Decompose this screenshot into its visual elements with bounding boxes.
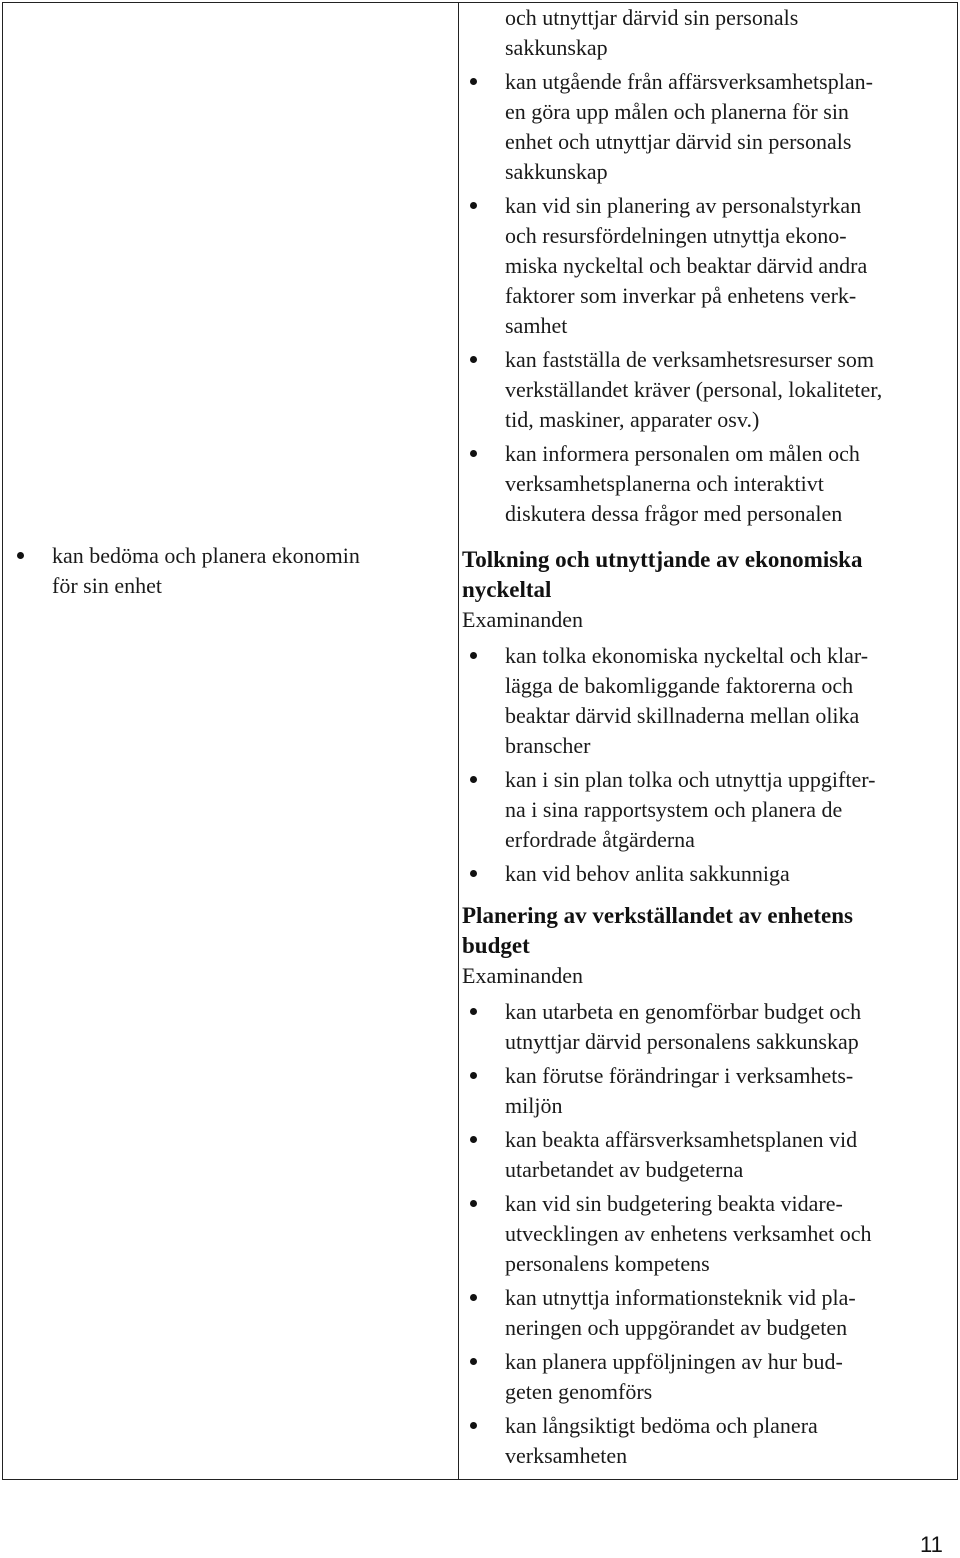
text-line: budget (462, 933, 530, 958)
text-line: miska nyckeltal och beaktar därvid andra (505, 253, 868, 278)
text-line: erfordrade åtgärderna (505, 827, 695, 852)
list-item (462, 1125, 952, 1185)
text-line: Planering av verkställandet av enhetens (462, 903, 853, 928)
text-line: geten genomförs (505, 1379, 653, 1404)
list-item (462, 67, 952, 187)
text-line: kan beakta affärsverksamhetsplanen vid (505, 1127, 858, 1152)
list-item (462, 1411, 952, 1471)
text-line: en göra upp målen och planerna för sin (505, 99, 849, 124)
text-line: kan planera uppföljningen av hur bud- (505, 1349, 843, 1374)
text-line: miljön (505, 1093, 563, 1118)
text-line: kan förutse förändringar i verksamhets- (505, 1063, 854, 1088)
text-line: samhet (505, 313, 568, 338)
text-line: nyckeltal (462, 577, 552, 602)
bullet-icon (470, 1358, 477, 1365)
text-line: kan utnyttja informationsteknik vid pla- (505, 1285, 856, 1310)
text-line: utarbetandet av budgeterna (505, 1157, 744, 1182)
text-line: beaktar därvid skillnaderna mellan olika (505, 703, 860, 728)
list-item (462, 859, 952, 889)
bullet-icon (470, 1136, 477, 1143)
bullet-icon (17, 552, 24, 559)
section-heading-tolkning (462, 545, 952, 605)
list-item (462, 1061, 952, 1121)
section-subheading: Examinanden (462, 607, 583, 632)
section-heading-planering (462, 901, 952, 961)
text-line: lägga de bakomliggande faktorerna och (505, 673, 854, 698)
list-item (462, 345, 952, 435)
bullet-icon (470, 202, 477, 209)
text-line: diskutera dessa frågor med personalen (505, 501, 843, 526)
text-line: verksamhetsplanerna och interaktivt (505, 471, 824, 496)
text-line: utvecklingen av enhetens verksamhet och (505, 1221, 872, 1246)
left-column (3, 3, 458, 1479)
text-line: Tolkning och utnyttjande av ekonomiska (462, 547, 863, 572)
text-line: verkställandet kräver (personal, lokaliteter, (505, 377, 883, 402)
bullet-icon (470, 1294, 477, 1301)
left-item-text (15, 541, 435, 601)
text-line: neringen och uppgörandet av budgeten (505, 1315, 848, 1340)
page-number: 11 (920, 1532, 943, 1557)
bullet-icon (470, 356, 477, 363)
list-item (462, 1189, 952, 1279)
text-line: sakkunskap (505, 35, 608, 60)
continued-text (462, 3, 952, 63)
text-line: kan utarbeta en genomförbar budget och (505, 999, 862, 1024)
section-subheading: Examinanden (462, 963, 583, 988)
section3-list (462, 997, 952, 1471)
text-line: faktorer som inverkar på enhetens verk- (505, 283, 857, 308)
list-item (462, 1347, 952, 1407)
text-line: kan fastställa de verksamhetsresurser som (505, 347, 874, 372)
text-line: kan informera personalen om målen och (505, 441, 860, 466)
list-item (462, 641, 952, 761)
text-line: kan vid sin planering av personalstyrkan (505, 193, 862, 218)
bullet-icon (470, 1200, 477, 1207)
bullet-icon (470, 1072, 477, 1079)
right-column (462, 3, 952, 1475)
text-line: na i sina rapportsystem och planera de (505, 797, 843, 822)
text-line: för sin enhet (52, 573, 162, 598)
bullet-icon (470, 870, 477, 877)
section2-list (462, 641, 952, 889)
text-line: personalens kompetens (505, 1251, 710, 1276)
list-item (462, 191, 952, 341)
list-item (462, 1283, 952, 1343)
text-line: utnyttjar därvid personalens sakkunskap (505, 1029, 859, 1054)
bullet-icon (470, 776, 477, 783)
text-line: och resursfördelningen utnyttja ekono- (505, 223, 847, 248)
text-line: kan vid behov anlita sakkunniga (505, 861, 790, 886)
text-line: kan långsiktigt bedöma och planera (505, 1413, 818, 1438)
text-line: tid, maskiner, apparater osv.) (505, 407, 760, 432)
list-item (462, 439, 952, 529)
list-item (462, 765, 952, 855)
text-line: kan i sin plan tolka och utnyttja uppgifter- (505, 767, 876, 792)
bullet-icon (470, 78, 477, 85)
column-divider (458, 3, 459, 1479)
text-line: kan bedöma och planera ekonomin (52, 543, 360, 568)
text-line: sakkunskap (505, 159, 608, 184)
first-list (462, 67, 952, 529)
bullet-icon (470, 450, 477, 457)
text-line: kan utgående från affärsverksamhetsplan- (505, 69, 873, 94)
text-line: kan tolka ekonomiska nyckeltal och klar- (505, 643, 869, 668)
text-line: kan vid sin budgetering beakta vidare- (505, 1191, 843, 1216)
bullet-icon (470, 652, 477, 659)
text-line: verksamheten (505, 1443, 628, 1468)
text-line: enhet och utnyttjar därvid sin personals (505, 129, 852, 154)
text-line: branscher (505, 733, 591, 758)
text-line: och utnyttjar därvid sin personals (505, 5, 799, 30)
left-list-item (15, 541, 435, 601)
bullet-icon (470, 1008, 477, 1015)
list-item (462, 997, 952, 1057)
bullet-icon (470, 1422, 477, 1429)
